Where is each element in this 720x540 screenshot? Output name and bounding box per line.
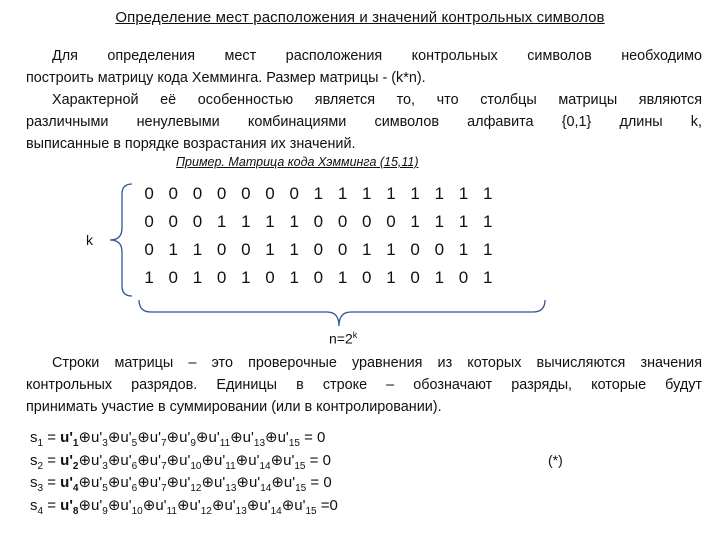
- intro-line-5: выписанные в порядке возрастания их значений.: [26, 136, 356, 152]
- term-index: 12: [190, 483, 202, 494]
- matrix-cell: 0: [144, 184, 154, 203]
- hamming-matrix: [137, 180, 500, 292]
- matrix-cell: 1: [482, 184, 493, 203]
- control-bit-term: [60, 474, 79, 494]
- matrix-cell: 0: [337, 240, 348, 259]
- term-symbol: u': [120, 429, 132, 446]
- term-symbol: u': [179, 429, 191, 446]
- term-index: 9: [102, 505, 108, 517]
- term-symbol: u': [91, 429, 103, 446]
- syndrome-index: 2: [37, 460, 44, 472]
- xor-symbol: ⊕: [235, 451, 249, 469]
- matrix-cell: 1: [241, 268, 251, 287]
- term-symbol: u': [155, 496, 167, 514]
- matrix-cell: 0: [458, 268, 469, 287]
- syndrome-symbol: s: [30, 451, 38, 469]
- equation-rhs: = 0: [299, 429, 326, 446]
- xor-symbol: ⊕: [78, 496, 92, 514]
- matrix-row: [137, 180, 500, 208]
- term-index: 15: [288, 438, 300, 449]
- control-bit-term: [60, 429, 79, 449]
- matrix-cell: 0: [386, 212, 396, 231]
- syndrome-symbol: s: [30, 474, 38, 491]
- term-symbol: u': [60, 429, 73, 446]
- matrix-cell: 0: [216, 240, 227, 259]
- term-index: 15: [294, 460, 306, 472]
- control-bit-term: [60, 496, 79, 517]
- equation-line: $s_2$ = $u'_2\oplus u'_3\oplus u'_6\oplus u'_7\oplus u'_{10}\oplus u'_{11}\oplus u'_{14}\oplus u'_{15} = 0$: [30, 451, 331, 472]
- term-index: 10: [190, 460, 202, 472]
- matrix-cell: 1: [337, 268, 348, 287]
- term-symbol: u': [91, 451, 103, 469]
- matrix-cell: 1: [289, 240, 299, 259]
- page-title: Определение мест расположения и значений контрольных символов: [115, 9, 605, 26]
- syndrome-index: 4: [37, 505, 44, 517]
- term-symbol: u': [120, 451, 132, 469]
- matrix-cell: 1: [458, 184, 469, 203]
- term-index: 3: [102, 460, 108, 472]
- term-index: 15: [295, 483, 307, 494]
- term-index: 8: [72, 505, 79, 517]
- matrix-cell: 1: [265, 212, 275, 231]
- term-index: 3: [102, 438, 108, 449]
- term-symbol: u': [214, 474, 226, 491]
- xor-symbol: ⊕: [281, 496, 295, 514]
- matrix-cell: 1: [216, 212, 227, 231]
- matrix-cell: 1: [482, 240, 493, 259]
- matrix-cell: 0: [265, 268, 275, 287]
- matrix-cell: 0: [192, 212, 203, 231]
- term-symbol: u': [149, 451, 161, 469]
- term-symbol: u': [179, 474, 191, 491]
- matrix-cell: 0: [410, 268, 420, 287]
- xor-symbol: ⊕: [166, 451, 180, 469]
- equation-rhs: =0: [316, 496, 338, 514]
- xor-symbol: ⊕: [137, 474, 150, 491]
- term-index: 1: [72, 438, 79, 449]
- matrix-cell: 0: [337, 212, 348, 231]
- syndrome-symbol: s: [30, 496, 38, 514]
- xor-symbol: ⊕: [107, 451, 121, 469]
- xor-symbol: ⊕: [201, 474, 215, 491]
- matrix-cell: 1: [289, 212, 299, 231]
- matrix-cell: 0: [313, 268, 324, 287]
- xor-symbol: ⊕: [265, 429, 278, 446]
- term-index: 7: [160, 483, 167, 494]
- term-symbol: u': [259, 496, 271, 514]
- matrix-cell: 0: [192, 184, 203, 203]
- matrix-cell: 1: [386, 268, 396, 287]
- term-index: 5: [102, 483, 108, 494]
- matrix-cell: 0: [216, 184, 227, 203]
- term-symbol: u': [120, 496, 132, 514]
- matrix-cell: 1: [410, 184, 420, 203]
- matrix-cell: 1: [241, 212, 251, 231]
- term-index: 13: [253, 438, 266, 449]
- xor-symbol: ⊕: [270, 451, 284, 469]
- intro-line-2: построить матрицу кода Хемминга. Размер матрицы - (k*n).: [26, 70, 426, 86]
- term-symbol: u': [179, 451, 191, 469]
- term-symbol: u': [242, 429, 254, 446]
- term-index: 15: [305, 505, 317, 517]
- intro-paragraph: [26, 45, 702, 155]
- term-symbol: u': [91, 496, 103, 514]
- term-symbol: u': [283, 451, 295, 469]
- xor-symbol: ⊕: [107, 496, 121, 514]
- xor-symbol: ⊕: [176, 496, 190, 514]
- term-symbol: u': [277, 429, 289, 446]
- matrix-cell: 1: [192, 268, 203, 287]
- matrix-cell: 1: [313, 184, 324, 203]
- xor-symbol: ⊕: [78, 474, 92, 491]
- term-index: 14: [270, 505, 282, 517]
- xor-symbol: ⊕: [246, 496, 260, 514]
- check-equations: [30, 427, 338, 517]
- matrix-cell: 1: [362, 240, 372, 259]
- matrix-cell: 0: [265, 184, 275, 203]
- term-index: 6: [131, 460, 138, 472]
- term-index: 7: [160, 438, 167, 449]
- term-symbol: u': [120, 474, 132, 491]
- term-index: 13: [225, 483, 237, 494]
- term-symbol: u': [189, 496, 201, 514]
- term-symbol: u': [248, 474, 261, 491]
- term-index: 2: [72, 460, 79, 472]
- matrix-cell: 1: [458, 212, 469, 231]
- equation-line: $s_3$ = $u'_4\oplus u'_5\oplus u'_6\oplus u'_7\oplus u'_{12}\oplus u'_{13}\oplus u'_{14}\oplus u'_{15} = 0$: [30, 474, 332, 494]
- matrix-cell: 1: [482, 268, 493, 287]
- matrix-cell: 0: [168, 184, 179, 203]
- matrix-cell: 1: [192, 240, 203, 259]
- matrix-cell: 0: [313, 212, 324, 231]
- equation-rhs: = 0: [305, 451, 331, 469]
- xor-symbol: ⊕: [107, 429, 121, 446]
- term-index: 11: [219, 438, 231, 449]
- term-index: 12: [200, 505, 212, 517]
- rows-line-3: принимать участие в суммировании (или в контролировании).: [26, 399, 442, 415]
- term-symbol: u': [283, 474, 296, 491]
- matrix-row: [137, 236, 500, 264]
- control-bit-term: [60, 451, 79, 472]
- term-index: 13: [235, 505, 247, 517]
- syndrome-symbol: s: [30, 429, 38, 446]
- equation-reference-mark: (*): [548, 452, 563, 468]
- matrix-cell: 1: [144, 268, 154, 287]
- matrix-cell: 1: [265, 240, 275, 259]
- matrix-cell: 0: [289, 184, 299, 203]
- xor-symbol: ⊕: [236, 474, 249, 491]
- term-index: 7: [160, 460, 167, 472]
- matrix-cell: 0: [216, 268, 227, 287]
- term-symbol: u': [149, 429, 161, 446]
- term-index: 14: [260, 483, 272, 494]
- syndrome-index: 1: [37, 438, 44, 449]
- xor-symbol: ⊕: [230, 429, 243, 446]
- matrix-row: [137, 264, 500, 292]
- term-index: 6: [131, 483, 138, 494]
- equation-rhs: = 0: [306, 474, 332, 491]
- xor-symbol: ⊕: [166, 474, 180, 491]
- xor-symbol: ⊕: [137, 429, 150, 446]
- matrix-cell: 1: [434, 268, 445, 287]
- term-symbol: u': [248, 451, 260, 469]
- matrix-cell: 1: [168, 240, 179, 259]
- xor-symbol: ⊕: [78, 451, 92, 469]
- matrix-cell: 1: [410, 212, 420, 231]
- matrix-cell: 0: [434, 240, 445, 259]
- syndrome-index: 3: [37, 483, 44, 494]
- xor-symbol: ⊕: [211, 496, 225, 514]
- term-symbol: u': [91, 474, 103, 491]
- matrix-row: [137, 208, 500, 236]
- xor-symbol: ⊕: [137, 451, 150, 469]
- intro-line-3: Характерной её особенностью является то, что столбцы матрицы являются: [52, 92, 702, 108]
- term-symbol: u': [224, 496, 236, 514]
- xor-symbol: ⊕: [78, 429, 92, 446]
- rows-line-2: контрольных разрядов. Единицы в строке – обозначают разряды, которые будут: [26, 377, 702, 393]
- matrix-cell: 1: [482, 212, 493, 231]
- matrix-cell: 0: [168, 212, 179, 231]
- matrix-cell: 1: [434, 212, 445, 231]
- term-index: 5: [131, 438, 138, 449]
- term-index: 9: [190, 438, 196, 449]
- matrix-cell: 0: [144, 212, 154, 231]
- term-symbol: u': [294, 496, 306, 514]
- xor-symbol: ⊕: [107, 474, 121, 491]
- term-symbol: u': [208, 429, 220, 446]
- n-brace: [135, 296, 551, 332]
- xor-symbol: ⊕: [271, 474, 284, 491]
- matrix-cell: 1: [386, 240, 396, 259]
- intro-line-4: различными ненулевыми комбинациями символов алфавита {0,1} длины k,: [26, 114, 702, 130]
- matrix-cell: 1: [458, 240, 469, 259]
- k-label: k: [86, 232, 93, 248]
- term-index: 14: [259, 460, 271, 472]
- xor-symbol: ⊕: [201, 451, 215, 469]
- matrix-cell: 0: [410, 240, 420, 259]
- matrix-cell: 1: [434, 184, 445, 203]
- matrix-cell: 0: [241, 240, 251, 259]
- n-label: $n=2^k$: [329, 330, 358, 347]
- matrix-cell: 0: [362, 212, 372, 231]
- equation-line: $s_4$ = $u'_8\oplus u'_9\oplus u'_{10}\oplus u'_{11}\oplus u'_{12}\oplus u'_{13}\oplus u'_{14}\oplus u'_{15} =0$: [30, 496, 338, 517]
- matrix-cell: 0: [362, 268, 372, 287]
- k-brace: [100, 180, 136, 300]
- matrix-cell: 1: [362, 184, 372, 203]
- term-symbol: u': [149, 474, 161, 491]
- term-index: 11: [225, 460, 236, 472]
- matrix-cell: 0: [241, 184, 251, 203]
- xor-symbol: ⊕: [142, 496, 156, 514]
- matrix-cell: 1: [289, 268, 299, 287]
- intro-line-1: Для определения мест расположения контрольных символов необходимо: [52, 48, 702, 64]
- matrix-cell: 0: [313, 240, 324, 259]
- matrix-cell: 1: [337, 184, 348, 203]
- xor-symbol: ⊕: [166, 429, 180, 446]
- xor-symbol: ⊕: [195, 429, 209, 446]
- matrix-cell: 0: [144, 240, 154, 259]
- term-index: 11: [166, 505, 177, 517]
- term-symbol: u': [214, 451, 226, 469]
- term-symbol: u': [60, 496, 73, 514]
- term-symbol: u': [60, 474, 73, 491]
- matrix-cell: 0: [168, 268, 179, 287]
- term-index: 4: [72, 483, 79, 494]
- example-caption: Пример. Матрица кода Хэмминга (15,11): [176, 155, 419, 169]
- term-index: 10: [131, 505, 143, 517]
- term-symbol: u': [60, 451, 73, 469]
- equation-line: $s_1$ = $u'_1\oplus u'_3\oplus u'_5\oplus u'_7\oplus u'_9\oplus u'_{11}\oplus u'_{13}\oplus u'_{15} = 0$: [30, 429, 326, 449]
- rows-paragraph: [26, 352, 702, 418]
- rows-line-1: Строки матрицы – это проверочные уравнения из которых вычисляются значения: [52, 355, 702, 371]
- matrix-cell: 1: [386, 184, 396, 203]
